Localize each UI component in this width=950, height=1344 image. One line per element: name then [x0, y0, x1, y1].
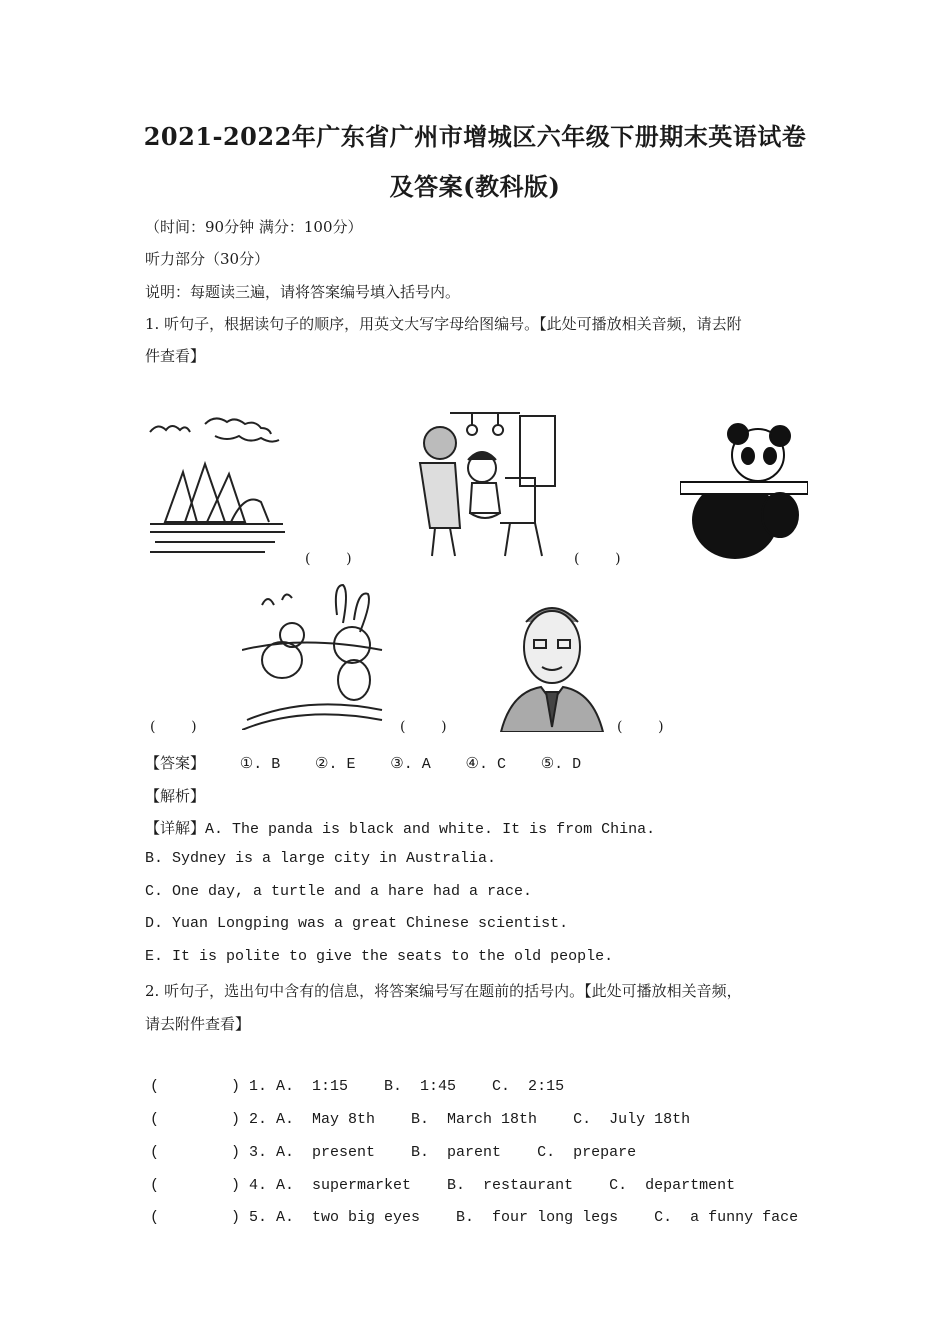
question-2-prompt-cont: 请去附件查看】	[145, 1015, 251, 1033]
answer-item: ③. A	[390, 756, 431, 773]
answer-line	[145, 752, 581, 773]
answer-blank-5[interactable]: ( )	[617, 719, 664, 735]
exam-meta: （时间：90分钟 满分：100分）	[145, 218, 363, 236]
answer-item: ②. E	[315, 756, 356, 773]
option-row: ( ) 5. A. two big eyes B. four long legs C. a funny face	[150, 1209, 799, 1226]
page-title: 2021-2022年广东省广州市增城区六年级下册期末英语试卷	[143, 122, 807, 151]
answer-blank-3[interactable]: ( )	[400, 719, 447, 735]
section-heading: 听力部分（30分）	[145, 250, 270, 268]
question-1-prompt-cont: 件查看】	[145, 347, 206, 365]
answer-item: ⑤. D	[540, 756, 582, 773]
question-1-prompt: 1. 听句子，根据读句子的顺序，用英文大写字母给图编号。【此处可播放相关音频，请去附	[145, 315, 742, 333]
detail-text: A. The panda is black and white. It is from China.	[205, 821, 656, 838]
instruction: 说明：每题读三遍，请将答案编号填入括号内。	[145, 283, 461, 301]
opera-house-image	[145, 412, 287, 560]
panda-image	[680, 420, 808, 562]
analysis-label: 【解析】	[145, 787, 206, 805]
option-row: ( ) 3. A. present B. parent C. prepare	[150, 1144, 637, 1161]
page-title-line2: 及答案(教科版)	[389, 172, 561, 201]
detail-text: B. Sydney is a large city in Australia.	[145, 850, 497, 867]
bus-seat-image	[410, 408, 560, 560]
detail-label: 【详解】	[145, 819, 206, 837]
answer-blank-4[interactable]: ( )	[150, 719, 197, 735]
option-row: ( ) 1. A. 1:15 B. 1:45 C. 2:15	[150, 1078, 565, 1095]
turtle-hare-image	[242, 580, 387, 730]
answer-item: ①. B	[239, 756, 281, 773]
answer-item: ④. C	[465, 756, 506, 773]
answer-blank-1[interactable]: ( )	[305, 551, 352, 567]
question-2-prompt: 2. 听句子，选出句中含有的信息，将答案编号写在题前的括号内。【此处可播放相关音频，	[145, 982, 742, 1000]
detail-line	[145, 817, 655, 838]
scientist-portrait-image	[496, 592, 608, 732]
option-row: ( ) 4. A. supermarket B. restaurant C. department	[150, 1177, 736, 1194]
answer-label: 【答案】	[145, 754, 206, 772]
option-row: ( ) 2. A. May 8th B. March 18th C. July 18th	[150, 1111, 691, 1128]
detail-text: E. It is polite to give the seats to the old people.	[145, 948, 614, 965]
detail-text: C. One day, a turtle and a hare had a race.	[145, 883, 533, 900]
detail-text: D. Yuan Longping was a great Chinese scientist.	[145, 915, 569, 932]
answer-blank-2[interactable]: ( )	[574, 551, 621, 567]
